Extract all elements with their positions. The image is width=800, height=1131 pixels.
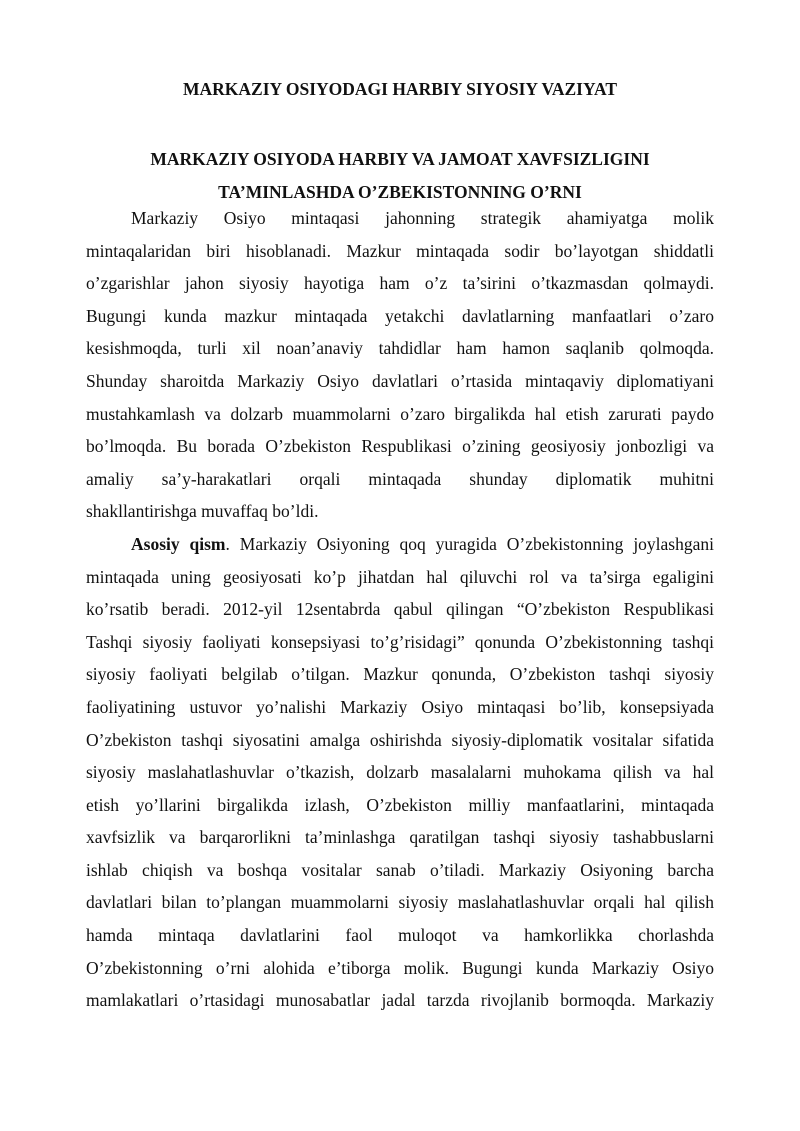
section-title (86, 143, 714, 208)
paragraph-line: ishlab chiqish va boshqa vositalar sanab o’tiladi. Markaziy Osiyoning barcha (86, 859, 714, 880)
paragraph-line: Shunday sharoitda Markaziy Osiyo davlatlari o’rtasida mintaqaviy diplomatiyani (86, 370, 714, 391)
main-part-lead-text: . Markaziy Osiyoning qoq yuragida O’zbekistonning joylashgani (225, 533, 714, 554)
paragraph-line: kesishmoqda, turli xil noan’anaviy tahdidlar ham hamon saqlanib qolmoqda. (86, 338, 714, 359)
paragraph-line: bo’lmoqda. Bu borada O’zbekiston Respublikasi o’zining geosiyosiy jonbozligi va (86, 436, 714, 457)
section-title-line-2: TA’MINLASHDA O’ZBEKISTONNING O’RNI (218, 181, 582, 202)
paragraph-line: davlatlari bilan to’plangan muammolarni siyosiy maslahatlashuvlar orqali hal qilish (86, 892, 714, 913)
paragraph-line: Bugungi kunda mazkur mintaqada yetakchi davlatlarning manfaatlari o’zaro (86, 305, 714, 326)
paragraph-line: mintaqalaridan biri hisoblanadi. Mazkur mintaqada sodir bo’layotgan shiddatli (86, 240, 714, 261)
paragraph-line: amaliy sa’y-harakatlari orqali mintaqada shunday diplomatik muhitni (86, 468, 714, 489)
paragraph-line: faoliyatining ustuvor yo’nalishi Markaziy Osiyo mintaqasi bo’lib, konsepsiyada (86, 696, 714, 717)
paragraph-line: Tashqi siyosiy faoliyati konsepsiyasi to’g’risidagi” qonunda O’zbekistonning tashqi (86, 631, 714, 652)
paragraph-line: mamlakatlari o’rtasidagi munosabatlar jadal tarzda rivojlanib bormoqda. Markaziy (86, 990, 714, 1011)
paragraph-introduction (86, 202, 714, 528)
paragraph-line: o’zgarishlar jahon siyosiy hayotiga ham o’z ta’sirini o’tkazmasdan qolmaydi. (86, 273, 714, 294)
paragraph-line: xavfsizlik va barqarorlikni ta’minlashga qaratilgan tashqi siyosiy tashabbuslarni (86, 827, 714, 848)
paragraph-line: Markaziy Osiyo mintaqasi jahonning strategik ahamiyatga molik (131, 208, 714, 228)
paragraph-line (86, 528, 714, 561)
paragraph-line: O’zbekistonning o’rni alohida e’tiborga molik. Bugungi kunda Markaziy Osiyo (86, 957, 714, 978)
main-part-heading: Asosiy qism (131, 533, 226, 554)
paragraph-line: etish yo’llarini birgalikda izlash, O’zbekiston milliy manfaatlarini, mintaqada (86, 794, 714, 815)
paragraph-line: mintaqada uning geosiyosati ko’p jihatdan hal qiluvchi rol va ta’sirga egaligini (86, 566, 714, 587)
paragraph-line: O’zbekiston tashqi siyosatini amalga oshirishda siyosiy-diplomatik vositalar sifatida (86, 729, 714, 750)
section-title-line-1: MARKAZIY OSIYODA HARBIY VA JAMOAT XAVFSIZLIGINI (150, 149, 650, 169)
paragraph-main-part (86, 528, 714, 1017)
body-text (86, 202, 714, 1017)
paragraph-line: shakllantirishga muvaffaq bo’ldi. (86, 501, 319, 522)
main-title: MARKAZIY OSIYODAGI HARBIY SIYOSIY VAZIYAT (182, 79, 618, 99)
paragraph-line: hamda mintaqa davlatlarini faol muloqot va hamkorlikka chorlashda (86, 925, 714, 946)
paragraph-line: mustahkamlash va dolzarb muammolarni o’zaro birgalikda hal etish zarurati paydo (86, 403, 714, 424)
paragraph-line: siyosiy faoliyati belgilab o’tilgan. Mazkur qonunda, O’zbekiston tashqi siyosiy (86, 664, 714, 685)
paragraph-line: siyosiy maslahatlashuvlar o’tkazish, dolzarb masalalarni muhokama qilish va hal (86, 762, 714, 783)
paragraph-line: ko’rsatib beradi. 2012-yil 12sentabrda qabul qilingan “O’zbekiston Respublikasi (86, 599, 714, 620)
